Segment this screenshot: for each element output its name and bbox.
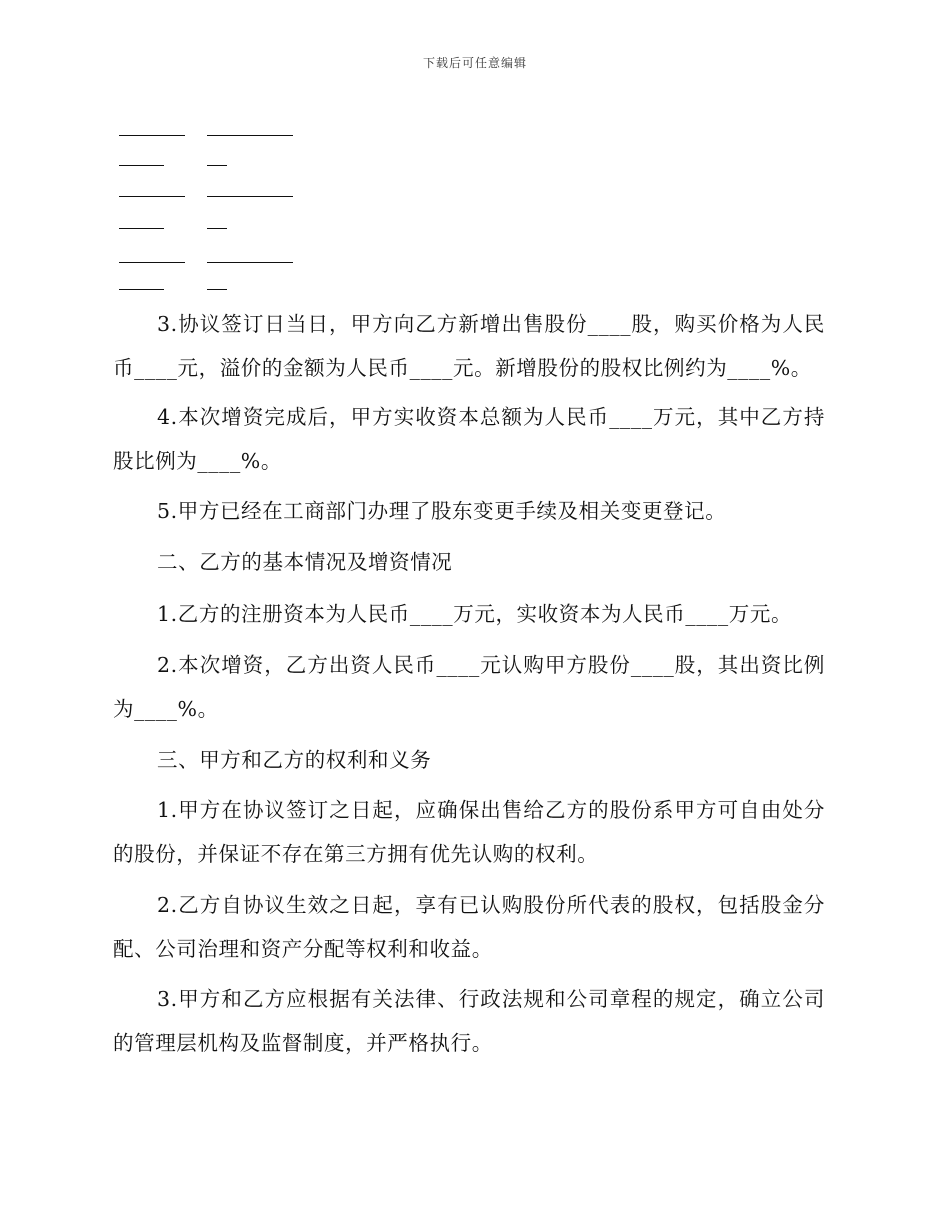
- section-3-heading: 三、甲方和乙方的权利和义务: [157, 748, 432, 772]
- blank-line: [119, 289, 164, 290]
- blank-line: [119, 262, 185, 263]
- page-header: 下载后可任意编辑: [422, 56, 527, 70]
- section-3-clause-3: 3.甲方和乙方应根据有关法律、行政法规和公司章程的规定，确立公司的管理层机构及监督制度，并严格执行。: [113, 987, 825, 1055]
- blank-line: [207, 165, 227, 166]
- section-2-clause-2: 2.本次增资，乙方出资人民币____元认购甲方股份____股，其出资比例为____%。: [113, 653, 825, 721]
- blank-line: [119, 196, 185, 197]
- blank-line: [119, 228, 164, 229]
- blank-line: [207, 228, 227, 229]
- section-2-heading: 二、乙方的基本情况及增资情况: [157, 550, 453, 574]
- clause-5-paragraph: 5.甲方已经在工商部门办理了股东变更手续及相关变更登记。: [157, 499, 727, 523]
- section-3-clause-1: 1.甲方在协议签订之日起，应确保出售给乙方的股份系甲方可自由处分的股份，并保证不存在第三方拥有优先认购的权利。: [113, 798, 825, 866]
- blank-line: [207, 135, 293, 136]
- section-2-clause-1: 1.乙方的注册资本为人民币____万元，实收资本为人民币____万元。: [157, 602, 793, 626]
- blank-line: [207, 289, 227, 290]
- blank-line: [207, 196, 293, 197]
- blank-line: [119, 135, 185, 136]
- clause-4-paragraph: 4.本次增资完成后，甲方实收资本总额为人民币____万元，其中乙方持股比例为____%。: [113, 405, 825, 473]
- blank-line: [119, 165, 164, 166]
- section-3-clause-2: 2.乙方自协议生效之日起，享有已认购股份所代表的股权，包括股金分配、公司治理和资产分配等权利和收益。: [113, 893, 825, 961]
- blank-line: [207, 262, 293, 263]
- clause-3-paragraph: 3.协议签订日当日，甲方向乙方新增出售股份____股，购买价格为人民币____元，溢价的金额为人民币____元。新增股份的股权比例约为____%。: [113, 312, 825, 380]
